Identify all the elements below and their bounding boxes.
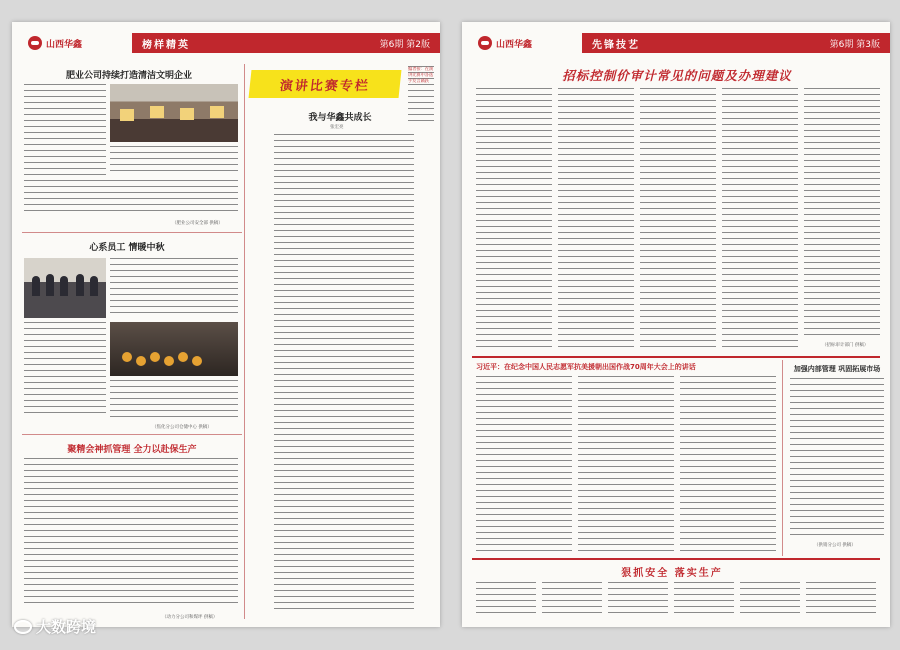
headline-byline: （招标审计部门 供稿） [822, 343, 869, 348]
article2-body-a [110, 258, 238, 318]
poem-title: 我与华鑫共成长 [308, 113, 372, 123]
watermark [14, 616, 96, 637]
left-page-header [12, 30, 440, 56]
speech-col-1 [476, 376, 572, 552]
right-issue-info: 第6期 第3版 [829, 39, 880, 50]
main-headline: 招标控制价审计常见的问题及办理建议 [562, 68, 792, 83]
headline-col-5 [804, 88, 880, 338]
speech-col-2 [578, 376, 674, 552]
safety-col-4 [674, 582, 734, 618]
divider [22, 434, 242, 435]
left-section-title: 榜样精英 [142, 39, 190, 51]
speech-title: 习近平：在纪念中国人民志愿军抗美援朝出国作战70周年大会上的讲话 [476, 363, 696, 371]
article2-photo-a [24, 258, 106, 318]
article2-body-b [24, 322, 106, 418]
company-logo-icon [28, 36, 42, 50]
poem-banner-text: 演讲比赛专栏 [278, 78, 371, 94]
editor-note: 编者按：在演讲比赛中各选手发言踊跃 [408, 66, 434, 126]
company-logo-icon [478, 36, 492, 50]
article1-title: 肥业公司持续打造清洁文明企业 [65, 71, 192, 81]
side-article-byline: （供销分公司 供稿） [814, 543, 856, 548]
left-issue-info: 第6期 第2版 [379, 39, 430, 50]
headline-col-4 [722, 88, 798, 350]
left-section-band [132, 33, 440, 53]
article1-body-c [24, 180, 238, 214]
article1-photo [110, 84, 238, 142]
right-section-band [582, 33, 890, 53]
right-newspaper-page [462, 22, 890, 627]
column-divider [782, 360, 783, 556]
article2-photo-b [110, 322, 238, 376]
right-logo [462, 36, 582, 50]
safety-col-6 [806, 582, 876, 618]
poem-banner [249, 70, 402, 98]
safety-title: 狠抓安全 落实生产 [621, 568, 723, 579]
article3-byline: （动力分公司和煤坪 供稿） [162, 615, 218, 620]
poem-body [274, 134, 414, 609]
left-logo [12, 36, 132, 50]
headline-col-3 [640, 88, 716, 350]
headline-col-2 [558, 88, 634, 350]
safety-col-5 [740, 582, 800, 618]
section-separator [472, 558, 880, 560]
left-newspaper-page [12, 22, 440, 627]
headline-col-1 [476, 88, 552, 350]
watermark-logo-icon [14, 620, 32, 634]
left-logo-text: 山西华鑫 [46, 39, 83, 50]
article1-body-b [110, 146, 238, 176]
article2-title: 心系员工 情暖中秋 [89, 243, 165, 253]
safety-col-3 [608, 582, 668, 618]
side-article-title: 加强内部管理 巩固拓展市场 [793, 365, 881, 373]
article2-byline: （焦化分公司仓储中心 供稿） [152, 425, 212, 430]
watermark-text: 大数跨境 [36, 618, 97, 636]
safety-col-2 [542, 582, 602, 618]
poem-author: 张宏亮 [330, 125, 344, 130]
right-page-header [462, 30, 890, 56]
article1-body-a [24, 84, 106, 176]
article1-byline: （肥业公司安全部 供稿） [172, 221, 223, 226]
right-section-title: 先锋技艺 [592, 39, 640, 51]
side-article-body [790, 378, 884, 538]
right-logo-text: 山西华鑫 [496, 39, 533, 50]
article2-body-c [110, 380, 238, 418]
divider [22, 232, 242, 233]
safety-col-1 [476, 582, 536, 618]
article3-body [24, 458, 238, 608]
section-separator [472, 356, 880, 358]
speech-col-3 [680, 376, 776, 552]
article3-title: 聚精会神抓管理 全力以赴保生产 [67, 445, 197, 455]
column-divider [244, 64, 245, 619]
